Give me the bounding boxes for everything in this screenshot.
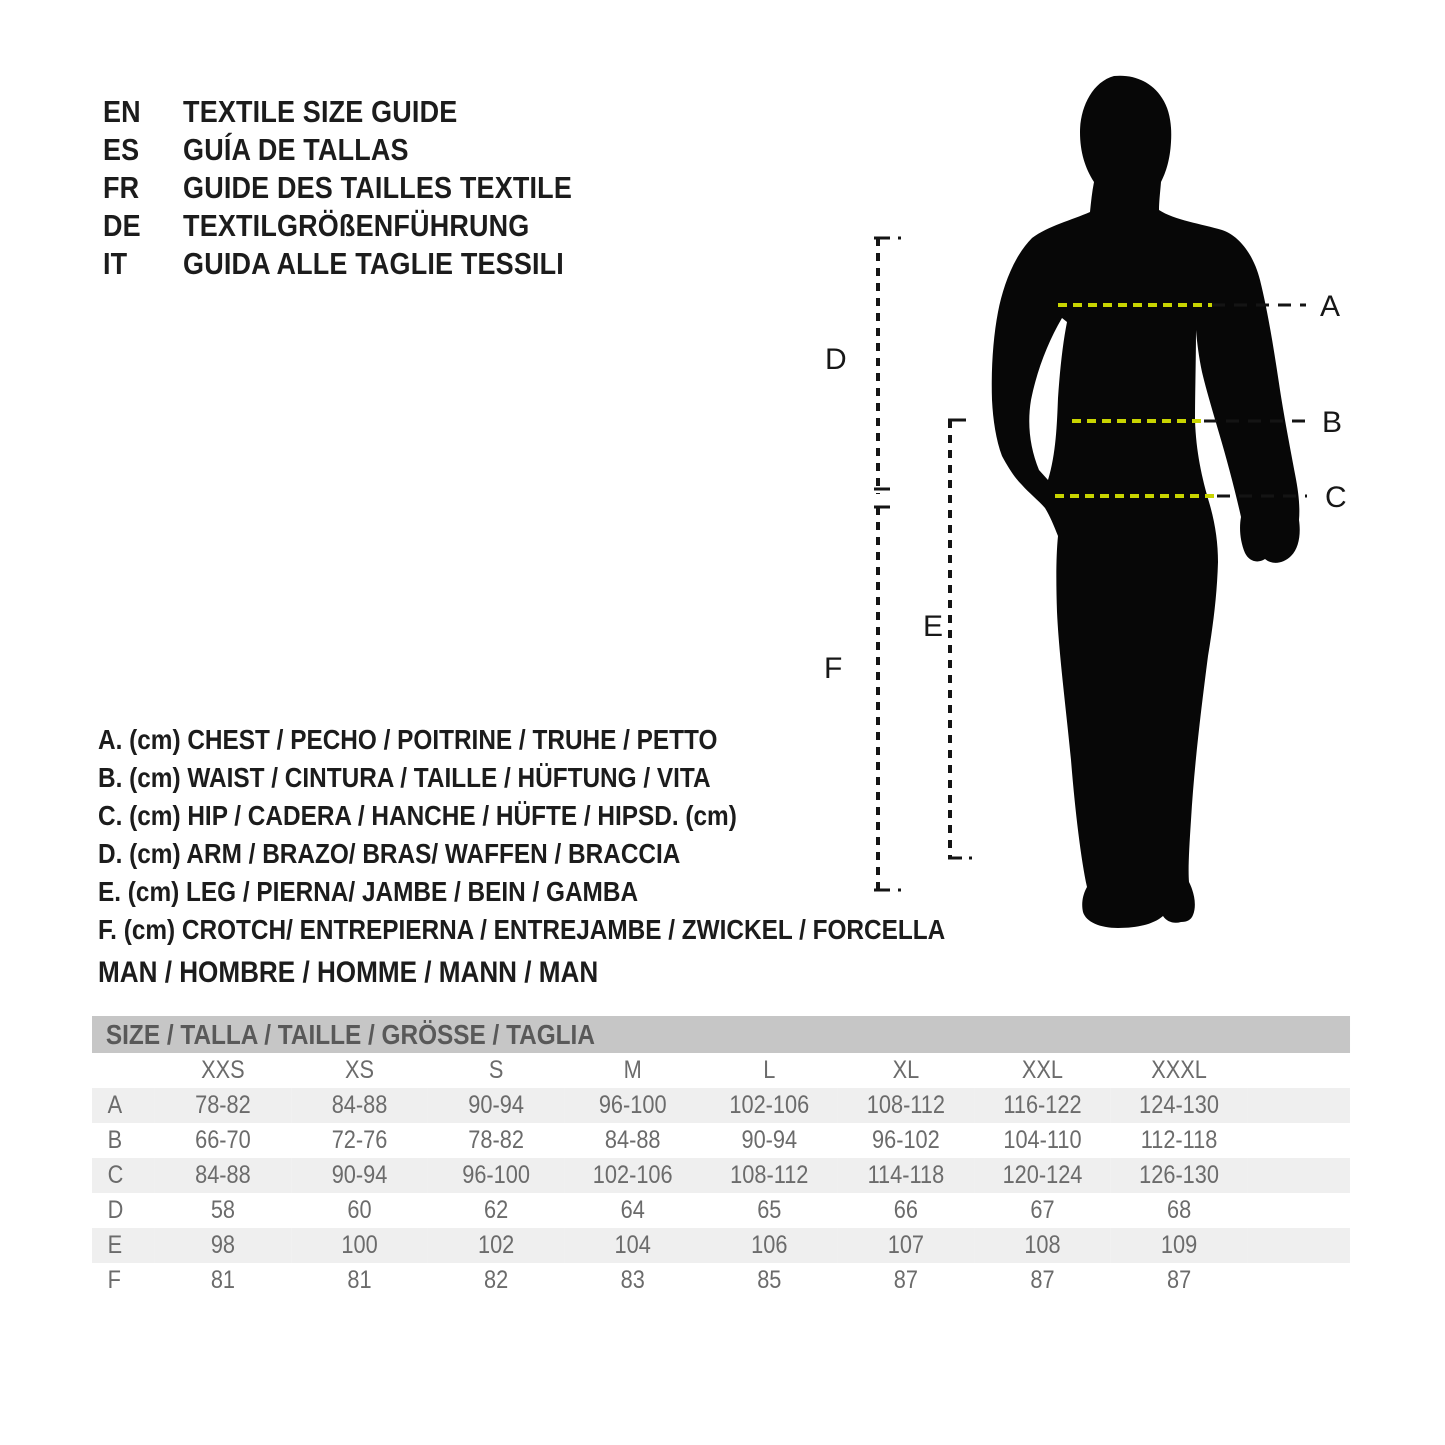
size-column-header: XL bbox=[892, 1056, 920, 1084]
size-filler-cell bbox=[1247, 1088, 1350, 1123]
size-value-cell: 102-106 bbox=[729, 1091, 810, 1119]
language-row-es bbox=[103, 131, 572, 169]
size-value-cell: 124-130 bbox=[1139, 1091, 1219, 1119]
size-value-cell: 68 bbox=[1166, 1196, 1192, 1224]
label-hip-c: C bbox=[1325, 481, 1347, 514]
size-value-cell: 112-118 bbox=[1140, 1126, 1218, 1154]
size-value-cell: 65 bbox=[757, 1196, 782, 1224]
language-row-it bbox=[103, 245, 572, 283]
language-code: DE bbox=[103, 208, 141, 243]
size-table-section bbox=[92, 1016, 1350, 1298]
size-value-cell: 90-94 bbox=[468, 1091, 524, 1119]
label-waist-b: B bbox=[1322, 406, 1343, 439]
measurement-line-c: C. (cm) HIP / CADERA / HANCHE / HÜFTE / HIPSD. (cm) bbox=[98, 800, 737, 831]
size-value-cell: 84-88 bbox=[331, 1091, 388, 1119]
size-table-body bbox=[92, 1088, 1350, 1298]
size-value-cell: 102 bbox=[477, 1231, 515, 1259]
size-row-label: A bbox=[107, 1091, 123, 1119]
language-code: ES bbox=[103, 132, 140, 167]
size-column-header: XXL bbox=[1021, 1056, 1064, 1084]
gender-line: MAN / HOMBRE / HOMME / MANN / MAN bbox=[98, 956, 599, 989]
size-value-cell: 90-94 bbox=[741, 1126, 798, 1154]
language-row-de bbox=[103, 207, 572, 245]
size-value-cell: 106 bbox=[751, 1231, 788, 1259]
measurement-line-f: F. (cm) CROTCH/ ENTREPIERNA / ENTREJAMBE / ZWICKEL / FORCELLA bbox=[98, 914, 946, 945]
size-value-cell: 64 bbox=[620, 1196, 645, 1224]
size-column-header: M bbox=[623, 1056, 642, 1084]
language-title: GUIDA ALLE TAGLIE TESSILI bbox=[183, 246, 564, 281]
size-value-cell: 114-118 bbox=[867, 1161, 945, 1189]
size-table-head bbox=[92, 1053, 1350, 1088]
size-value-cell: 90-94 bbox=[331, 1161, 388, 1189]
language-title: GUIDE DES TAILLES TEXTILE bbox=[183, 170, 572, 205]
size-value-cell: 72-76 bbox=[331, 1126, 388, 1154]
measurement-line-d: D. (cm) ARM / BRAZO/ BRAS/ WAFFEN / BRACCIA bbox=[98, 838, 681, 869]
language-code: FR bbox=[103, 170, 140, 205]
size-filler-cell bbox=[1247, 1263, 1350, 1298]
size-value-cell: 81 bbox=[347, 1266, 372, 1294]
size-table-row bbox=[92, 1263, 1350, 1298]
size-value-cell: 87 bbox=[1030, 1266, 1055, 1294]
size-value-cell: 96-100 bbox=[462, 1161, 530, 1189]
size-filler-cell bbox=[1247, 1193, 1350, 1228]
size-value-cell: 108-112 bbox=[730, 1161, 809, 1189]
size-col-filler bbox=[1247, 1053, 1350, 1088]
language-title: TEXTILGRÖßENFÜHRUNG bbox=[183, 208, 530, 243]
size-column-header: XXS bbox=[201, 1056, 245, 1084]
size-table-row bbox=[92, 1123, 1350, 1158]
size-table-row bbox=[92, 1228, 1350, 1263]
size-filler-cell bbox=[1247, 1123, 1350, 1158]
size-column-header: XS bbox=[345, 1056, 375, 1084]
language-title: GUÍA DE TALLAS bbox=[183, 132, 409, 167]
size-value-cell: 87 bbox=[1166, 1266, 1192, 1294]
size-value-cell: 108-112 bbox=[866, 1091, 945, 1119]
size-value-cell: 109 bbox=[1160, 1231, 1198, 1259]
size-columns-row bbox=[92, 1053, 1350, 1088]
size-value-cell: 83 bbox=[620, 1266, 645, 1294]
size-value-cell: 104 bbox=[614, 1231, 651, 1259]
measurement-line-b: B. (cm) WAIST / CINTURA / TAILLE / HÜFTUNG / VITA bbox=[98, 762, 711, 793]
size-value-cell: 78-82 bbox=[195, 1091, 251, 1119]
size-value-cell: 108 bbox=[1024, 1231, 1061, 1259]
size-filler-cell bbox=[1247, 1228, 1350, 1263]
size-value-cell: 81 bbox=[210, 1266, 236, 1294]
size-row-label: E bbox=[107, 1231, 123, 1259]
size-value-cell: 104-110 bbox=[1003, 1126, 1082, 1154]
language-title: TEXTILE SIZE GUIDE bbox=[183, 94, 458, 129]
language-code: EN bbox=[103, 94, 141, 129]
label-leg-e: E bbox=[923, 610, 944, 643]
language-row-en bbox=[103, 93, 572, 131]
size-table-row bbox=[92, 1193, 1350, 1228]
size-value-cell: 126-130 bbox=[1139, 1161, 1219, 1189]
size-row-label: C bbox=[107, 1161, 124, 1189]
size-value-cell: 67 bbox=[1030, 1196, 1055, 1224]
size-table-row bbox=[92, 1158, 1350, 1193]
size-filler-cell bbox=[1247, 1158, 1350, 1193]
size-row-label: D bbox=[107, 1196, 124, 1224]
language-code: IT bbox=[103, 246, 128, 281]
size-value-cell: 107 bbox=[887, 1231, 925, 1259]
size-value-cell: 96-100 bbox=[598, 1091, 667, 1119]
man-silhouette bbox=[992, 76, 1300, 928]
language-title-list bbox=[103, 93, 572, 283]
size-value-cell: 84-88 bbox=[195, 1161, 251, 1189]
size-value-cell: 62 bbox=[484, 1196, 509, 1224]
size-value-cell: 116-122 bbox=[1003, 1091, 1082, 1119]
size-value-cell: 85 bbox=[757, 1266, 782, 1294]
label-chest-a: A bbox=[1320, 290, 1341, 323]
size-row-label: B bbox=[107, 1126, 123, 1154]
label-arm-d: D bbox=[825, 343, 847, 376]
arm-measure-line bbox=[874, 238, 906, 494]
leg-measure-line bbox=[948, 420, 978, 858]
language-row-fr bbox=[103, 169, 572, 207]
size-value-cell: 82 bbox=[484, 1266, 509, 1294]
size-table-row bbox=[92, 1088, 1350, 1123]
size-table-title-bar: SIZE / TALLA / TAILLE / GRÖSSE / TAGLIA bbox=[92, 1016, 1350, 1053]
size-column-header: XXXL bbox=[1151, 1056, 1207, 1084]
size-value-cell: 60 bbox=[347, 1196, 372, 1224]
size-value-cell: 96-102 bbox=[872, 1126, 940, 1154]
measurement-legend bbox=[98, 721, 945, 949]
size-col-spacer bbox=[92, 1053, 155, 1088]
size-table bbox=[92, 1053, 1350, 1298]
size-column-header: S bbox=[488, 1056, 504, 1084]
size-value-cell: 100 bbox=[341, 1231, 378, 1259]
size-value-cell: 58 bbox=[210, 1196, 236, 1224]
size-value-cell: 98 bbox=[210, 1231, 236, 1259]
size-value-cell: 84-88 bbox=[604, 1126, 661, 1154]
size-value-cell: 102-106 bbox=[592, 1161, 673, 1189]
size-value-cell: 66-70 bbox=[195, 1126, 251, 1154]
size-value-cell: 120-124 bbox=[1002, 1161, 1083, 1189]
label-crotch-f: F bbox=[824, 652, 843, 685]
measurement-line-e: E. (cm) LEG / PIERNA/ JAMBE / BEIN / GAMBA bbox=[98, 876, 639, 907]
measurement-line-a: A. (cm) CHEST / PECHO / POITRINE / TRUHE / PETTO bbox=[98, 724, 718, 755]
size-column-header: L bbox=[763, 1056, 776, 1084]
size-row-label: F bbox=[107, 1266, 121, 1294]
size-value-cell: 78-82 bbox=[468, 1126, 524, 1154]
size-value-cell: 87 bbox=[893, 1266, 918, 1294]
size-value-cell: 66 bbox=[893, 1196, 918, 1224]
